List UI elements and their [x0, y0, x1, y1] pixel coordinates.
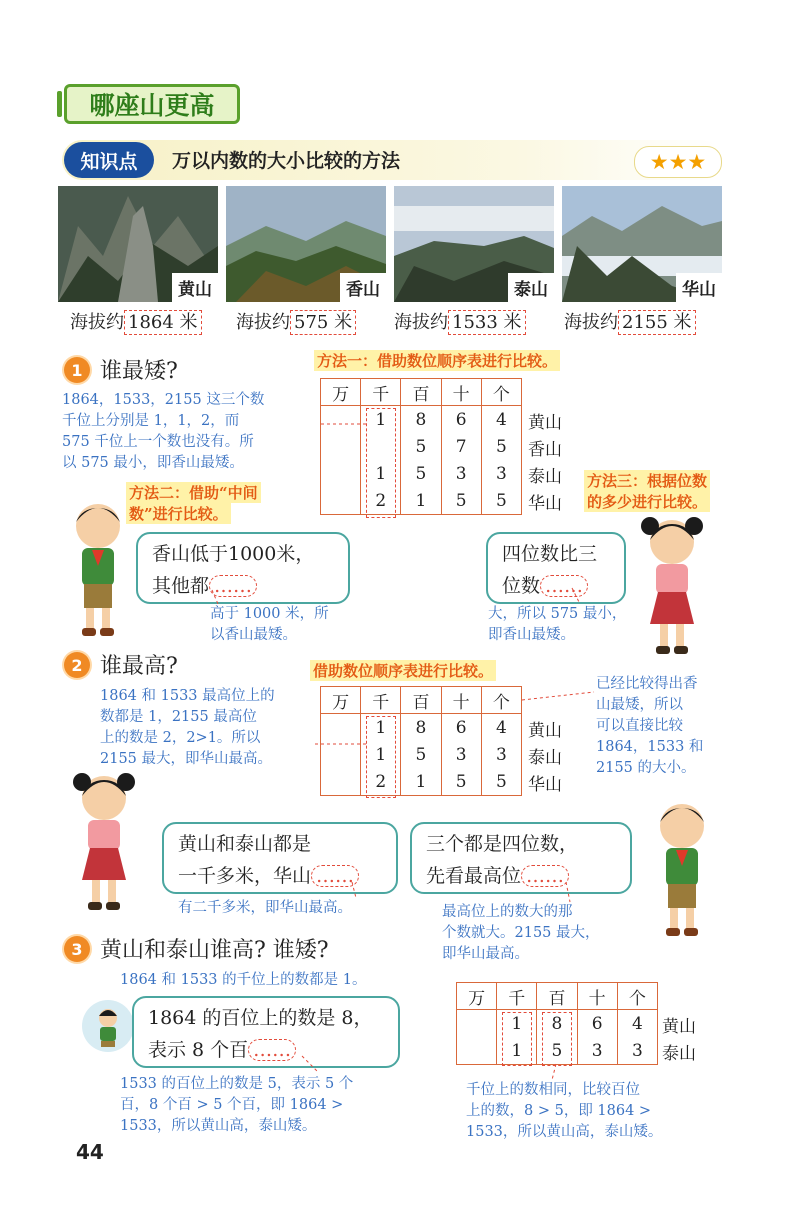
bubble-line: 先看最高位: [426, 865, 522, 887]
explain-line: 1864，1533，2155 这三个数: [62, 392, 265, 408]
bubble-line: 香山低于1000米，: [152, 543, 315, 565]
q3-intro: 1864 和 1533 的千位上的数都是 1。: [120, 972, 367, 988]
bubble-line: 其他都: [152, 575, 210, 597]
note-line: 2155 的大小。: [596, 760, 696, 776]
ellipsis-box: ……: [209, 575, 257, 597]
q1-method1: 方法一：借助数位顺序表进行比较。: [314, 350, 560, 371]
cell: 4: [481, 406, 521, 434]
note-line: 高于 1000 米，所: [210, 606, 329, 622]
bubble-line: 位数: [502, 575, 541, 597]
ellipsis-box: ……: [248, 1039, 296, 1061]
note-line: 1533，所以黄山高，泰山矮。: [466, 1124, 663, 1140]
note-line: 个数就大。2155 最大，: [442, 925, 600, 941]
ellipsis-box: ……: [521, 865, 569, 887]
cell: 7: [441, 433, 481, 460]
header-qian: 千: [361, 379, 401, 406]
note-line: 即香山最矮。: [488, 627, 575, 643]
arrow-q2-left: [352, 882, 356, 898]
photo-label: 香山: [340, 273, 386, 302]
explain-line: 上的数是 2，2>1。所以: [100, 730, 261, 746]
note-line: 已经比较得出香: [596, 676, 698, 692]
cell: 1: [361, 714, 401, 742]
header-ge: 个: [481, 687, 521, 714]
lesson-title: 哪座山更高: [64, 84, 240, 124]
row-label: 泰山: [528, 467, 562, 487]
explain-line: 以 575 最小，即香山最矮。: [62, 455, 244, 471]
cell: 5: [481, 768, 521, 796]
cell: 5: [401, 460, 441, 487]
altitude-value: 1533 米: [448, 310, 526, 335]
note-line: 可以直接比较: [596, 718, 683, 734]
q2-title: 谁最高?: [100, 654, 178, 679]
cell: 8: [401, 406, 441, 434]
header-bai: 百: [401, 379, 441, 406]
arrow-q2-side: [522, 692, 594, 700]
cell: 6: [441, 714, 481, 742]
method2-line: 方法二：借助“中间: [126, 482, 261, 503]
altitude-value: 2155 米: [618, 310, 696, 335]
row-label: 黄山: [528, 413, 562, 433]
note-line: 大，所以 575 最小，: [488, 606, 627, 622]
note-line: 以香山最矮。: [210, 627, 297, 643]
cell: 5: [441, 487, 481, 515]
altitude-value: 1864 米: [124, 310, 202, 335]
altitude-prefix: 海拔约: [236, 312, 290, 333]
method3-line: 的多少进行比较。: [584, 491, 710, 512]
ellipsis-box: ……: [311, 865, 359, 887]
page-number: 44: [76, 1140, 104, 1164]
cell: 5: [441, 768, 481, 796]
cell: 6: [441, 406, 481, 434]
note-line: 山最矮，所以: [596, 697, 683, 713]
bubble-line: 一千多米，华山: [178, 865, 312, 887]
knowledge-text: 万以内数的大小比较的方法: [172, 150, 401, 172]
arrow-q2-right: [566, 882, 570, 902]
question-number-1: 1: [64, 357, 90, 383]
cell: 5: [481, 487, 521, 515]
cell: 2: [361, 487, 401, 515]
q2-method: 借助数位顺序表进行比较。: [310, 660, 496, 681]
question-number-3: 3: [64, 936, 90, 962]
header-wan: 万: [457, 983, 497, 1010]
bubble-line: 黄山和泰山都是: [178, 833, 312, 855]
note-line: 百，8 个百 > 5 个百，即 1864 >: [120, 1097, 344, 1113]
photo-label: 泰山: [508, 273, 554, 302]
header-bai: 百: [401, 687, 441, 714]
method2-line: 数”进行比较。: [126, 503, 231, 524]
header-qian: 千: [361, 687, 401, 714]
header-ge: 个: [617, 983, 657, 1010]
header-qian: 千: [497, 983, 537, 1010]
cell: 1: [361, 460, 401, 487]
q2-note-left: 有二千多米，即华山最高。: [178, 900, 352, 916]
cell: 1: [497, 1037, 537, 1065]
cell: 8: [401, 714, 441, 742]
row-label: 华山: [528, 494, 562, 514]
cell: 3: [617, 1037, 657, 1065]
cell: 2: [361, 768, 401, 796]
header-shi: 十: [577, 983, 617, 1010]
altitude-prefix: 海拔约: [564, 312, 618, 333]
note-line: 上的数，8 > 5，即 1864 >: [466, 1103, 652, 1119]
note-line: 千位上的数相同，比较百位: [466, 1082, 640, 1098]
row-label: 华山: [528, 775, 562, 795]
altitude-prefix: 海拔约: [394, 312, 448, 333]
photo-label: 黄山: [172, 273, 218, 302]
bubble-line: 1864 的百位上的数是 8，: [148, 1007, 373, 1029]
explain-line: 575 千位上一个数也没有。所: [62, 434, 254, 450]
explain-line: 1864 和 1533 最高位上的: [100, 688, 275, 704]
cell: 5: [401, 741, 441, 768]
cell: 4: [481, 714, 521, 742]
arrow-q1-left: [212, 590, 218, 604]
cell: 6: [577, 1010, 617, 1038]
cell: 5: [401, 433, 441, 460]
row-label: 黄山: [662, 1017, 696, 1037]
cell: 4: [617, 1010, 657, 1038]
arrow-q3-left: [302, 1056, 318, 1072]
difficulty-stars: ★★★: [634, 146, 722, 178]
header-wan: 万: [321, 687, 361, 714]
cell: 1: [401, 768, 441, 796]
note-line: 1864，1533 和: [596, 739, 704, 755]
cell: 3: [577, 1037, 617, 1065]
altitude-prefix: 海拔约: [70, 312, 124, 333]
cell: 3: [441, 741, 481, 768]
cell: 3: [481, 741, 521, 768]
header-shi: 十: [441, 687, 481, 714]
cell: 1: [361, 741, 401, 768]
q3-title: 黄山和泰山谁高? 谁矮?: [100, 938, 329, 963]
explain-line: 数都是 1，2155 最高位: [100, 709, 257, 725]
explain-line: 2155 最大，即华山最高。: [100, 751, 273, 767]
row-label: 香山: [528, 440, 562, 460]
row-label: 泰山: [662, 1044, 696, 1064]
arrow-q3-right: [552, 1064, 556, 1080]
q1-title: 谁最矮?: [100, 359, 178, 384]
cell: 3: [481, 460, 521, 487]
cell: 5: [481, 433, 521, 460]
row-label: 黄山: [528, 721, 562, 741]
cell: 1: [361, 406, 401, 434]
note-line: 即华山最高。: [442, 946, 529, 962]
row-label: 泰山: [528, 748, 562, 768]
header-wan: 万: [321, 379, 361, 406]
header-bai: 百: [537, 983, 577, 1010]
note-line: 1533 的百位上的数是 5，表示 5 个: [120, 1076, 354, 1092]
cell: 1: [497, 1010, 537, 1038]
note-line: 最高位上的数大的那: [442, 904, 573, 920]
knowledge-pill: 知识点: [64, 142, 154, 178]
altitude-value: 575 米: [290, 310, 356, 335]
photo-label: 华山: [676, 273, 722, 302]
header-shi: 十: [441, 379, 481, 406]
bubble-line: 四位数比三: [502, 543, 598, 565]
header-ge: 个: [481, 379, 521, 406]
bubble-line: 表示 8 个百: [148, 1039, 249, 1061]
note-line: 1533，所以黄山高，泰山矮。: [120, 1118, 317, 1134]
cell: 8: [537, 1010, 577, 1038]
arrow-q1-right: [572, 588, 580, 604]
explain-line: 千位上分别是 1，1，2，而: [62, 413, 240, 429]
method3-line: 方法三：根据位数: [584, 470, 710, 491]
cell: 5: [537, 1037, 577, 1065]
ellipsis-box: ……: [540, 575, 588, 597]
bubble-line: 三个都是四位数，: [426, 833, 579, 855]
cell: 1: [401, 487, 441, 515]
cell: 3: [441, 460, 481, 487]
question-number-2: 2: [64, 652, 90, 678]
